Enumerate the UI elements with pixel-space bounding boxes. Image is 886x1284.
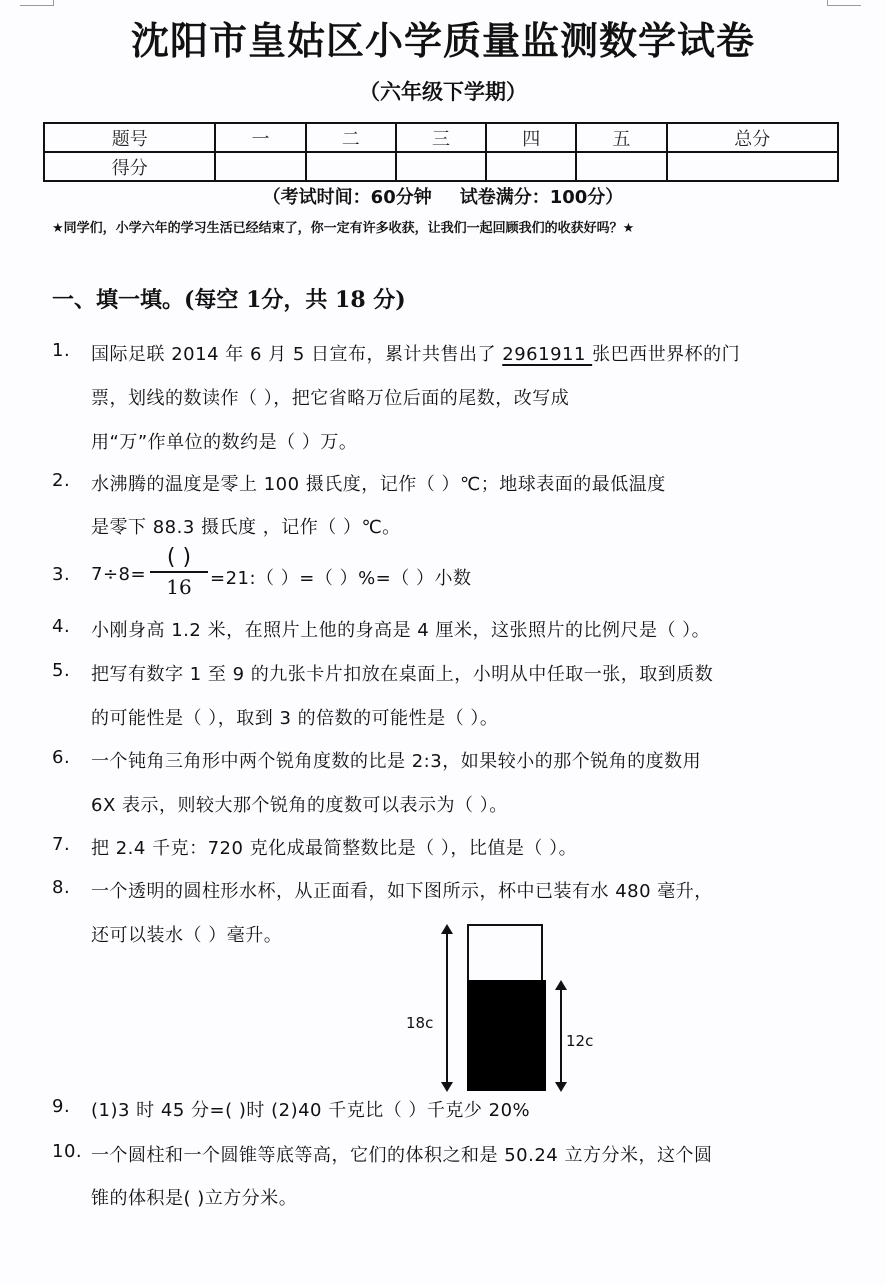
score-blank-cell[interactable] bbox=[486, 152, 576, 181]
page-corner-mark-left bbox=[20, 0, 54, 6]
question-line: 6X 表示，则较大那个锐角的度数可以表示为（ ）。 bbox=[91, 795, 508, 816]
question-line: 一个圆柱和一个圆锥等底等高，它们的体积之和是 50.24 立方分米，这个圆 bbox=[91, 1145, 713, 1166]
question-number: 6. bbox=[52, 747, 71, 768]
fraction-numerator: ( ) bbox=[166, 545, 192, 570]
score-table-cell: 总分 bbox=[667, 123, 838, 152]
question-line: 还可以装水（ ）毫升。 bbox=[91, 925, 283, 946]
score-table-cell: 二 bbox=[306, 123, 396, 152]
water-height-arrow bbox=[560, 982, 562, 1090]
section-heading: 一、填一填。(每空 1分，共 18 分) bbox=[52, 287, 406, 313]
total-height-arrow bbox=[446, 926, 448, 1090]
question-line: 票，划线的数读作（ ），把它省略万位后面的尾数，改写成 bbox=[91, 388, 570, 409]
question-line: 用“万”作单位的数约是（ ）万。 bbox=[91, 432, 358, 453]
question-line: 小刚身高 1.2 米，在照片上他的身高是 4 厘米，这张照片的比例尺是（ ）。 bbox=[91, 620, 711, 641]
score-blank-cell[interactable] bbox=[667, 152, 838, 181]
question-text: 国际足联 2014 年 6 月 5 日宣布，累计共售出了 bbox=[91, 344, 503, 365]
question-number: 5. bbox=[52, 660, 71, 681]
question-number: 10. bbox=[52, 1141, 83, 1162]
score-blank-cell[interactable] bbox=[306, 152, 396, 181]
question-number: 3. bbox=[52, 564, 71, 585]
score-blank-cell[interactable] bbox=[215, 152, 305, 181]
question-line: 一个钝角三角形中两个锐角度数的比是 2:3，如果较小的那个锐角的度数用 bbox=[91, 751, 702, 772]
score-table-header-row bbox=[44, 123, 838, 152]
question-line: (1)3 时 45 分=( )时 (2)40 千克比（ ）千克少 20% bbox=[91, 1100, 531, 1121]
water-height-label: 12c bbox=[566, 1032, 594, 1050]
score-table-cell: 五 bbox=[576, 123, 666, 152]
score-table-cell: 题号 bbox=[44, 123, 215, 152]
question-number: 9. bbox=[52, 1096, 71, 1117]
score-blank-cell[interactable] bbox=[396, 152, 486, 181]
question-line: 的可能性是（ ），取到 3 的倍数的可能性是（ ）。 bbox=[91, 708, 499, 729]
question-number: 4. bbox=[52, 616, 71, 637]
question-number: 7. bbox=[52, 834, 71, 855]
score-table-cell: 一 bbox=[215, 123, 305, 152]
question-line: 一个透明的圆柱形水杯，从正面看，如下图所示，杯中已装有水 480 毫升， bbox=[91, 881, 713, 902]
fraction bbox=[148, 547, 210, 599]
question-line bbox=[91, 340, 740, 366]
question-line: 是零下 88.3 摄氏度 ，记作（ ）℃。 bbox=[91, 517, 401, 538]
exam-info bbox=[0, 183, 886, 209]
fraction-denominator: 16 bbox=[166, 575, 192, 599]
question-number: 2. bbox=[52, 470, 71, 491]
exam-subtitle: （六年级下学期） bbox=[359, 80, 527, 104]
underlined-number: 2961911 bbox=[502, 344, 593, 365]
exam-time: （考试时间：60分钟 bbox=[262, 187, 432, 208]
question-number: 1. bbox=[52, 340, 71, 361]
score-blank-cell[interactable] bbox=[576, 152, 666, 181]
motto: ★同学们，小学六年的学习生活已经结束了，你一定有许多收获，让我们一起回顾我们的收获好吗？★ bbox=[52, 221, 635, 236]
question-line: 把写有数字 1 至 9 的九张卡片扣放在桌面上，小明从中任取一张，取到质数 bbox=[91, 664, 714, 685]
cup-water bbox=[467, 980, 546, 1091]
question-text: 张巴西世界杯的门 bbox=[592, 344, 741, 365]
question-line: 水沸腾的温度是零上 100 摄氏度，记作（ ）℃；地球表面的最低温度 bbox=[91, 474, 666, 495]
exam-title: 沈阳市皇姑区小学质量监测数学试卷 bbox=[130, 18, 755, 63]
exam-full-score: 试卷满分：100分） bbox=[459, 187, 624, 208]
question-text: =21:（ ）=（ ）%=（ ）小数 bbox=[210, 568, 472, 589]
total-height-label: 18c bbox=[406, 1014, 434, 1032]
score-table-cell: 四 bbox=[486, 123, 576, 152]
score-table-score-row bbox=[44, 152, 838, 181]
score-table-cell: 得分 bbox=[44, 152, 215, 181]
score-table-cell: 三 bbox=[396, 123, 486, 152]
question-text: 7÷8= bbox=[91, 564, 147, 585]
fraction-bar bbox=[150, 571, 208, 573]
question-line: 把 2.4 千克：720 克化成最简整数比是（ ），比值是（ ）。 bbox=[91, 838, 578, 859]
page-corner-mark-right bbox=[827, 0, 861, 6]
question-line: 锥的体积是( )立方分米。 bbox=[91, 1188, 298, 1209]
question-number: 8. bbox=[52, 877, 71, 898]
score-table bbox=[43, 122, 839, 182]
